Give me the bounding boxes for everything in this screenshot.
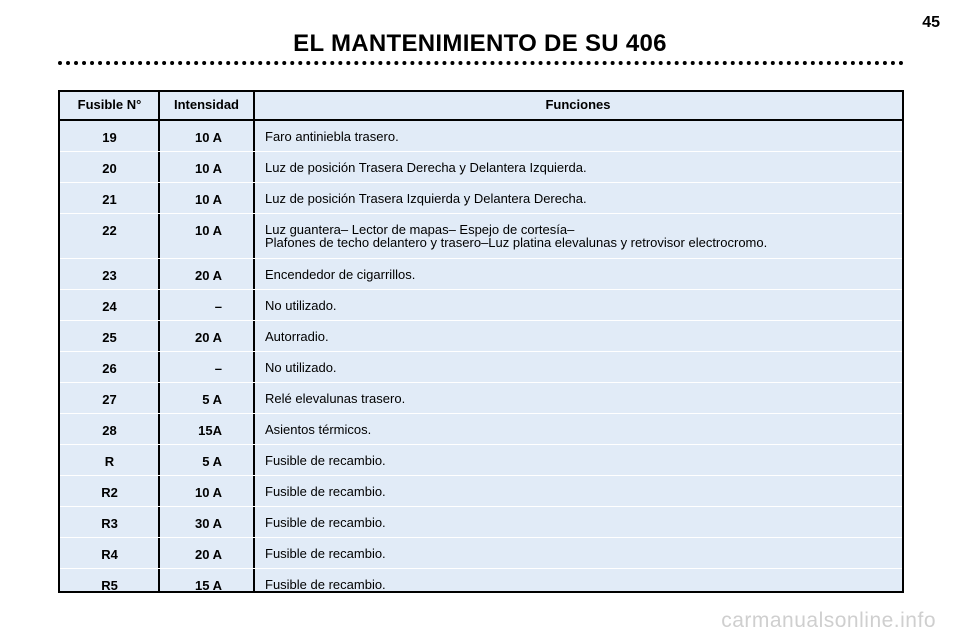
fuse-functions bbox=[265, 268, 894, 281]
fuse-amperage: 5 A bbox=[202, 454, 222, 469]
table-row bbox=[60, 121, 902, 152]
table-row bbox=[60, 476, 902, 507]
table-row bbox=[60, 507, 902, 538]
table-row bbox=[60, 290, 902, 321]
function-line: No utilizado. bbox=[265, 360, 337, 375]
fuse-amperage: 20 A bbox=[195, 547, 222, 562]
table-row bbox=[60, 569, 902, 599]
header-fuse-number: Fusible N° bbox=[77, 97, 142, 112]
function-line: Fusible de recambio. bbox=[265, 515, 386, 530]
function-line: Plafones de techo delantero y trasero–Luz platina elevalunas y retrovisor electrocromo. bbox=[265, 235, 768, 250]
fuse-amperage: 15 A bbox=[195, 578, 222, 593]
function-line: Encendedor de cigarrillos. bbox=[265, 267, 416, 282]
header-amperage: Intensidad bbox=[173, 97, 239, 112]
table-row bbox=[60, 214, 902, 259]
table-row bbox=[60, 321, 902, 352]
fuse-number: 23 bbox=[102, 268, 117, 283]
table-row bbox=[60, 383, 902, 414]
fuse-number: 24 bbox=[102, 299, 117, 314]
function-line: Fusible de recambio. bbox=[265, 453, 386, 468]
fuse-number: 20 bbox=[102, 161, 117, 176]
table-header bbox=[60, 92, 902, 121]
fuse-functions bbox=[265, 578, 894, 591]
fuse-amperage: 10 A bbox=[195, 161, 222, 176]
function-line: Fusible de recambio. bbox=[265, 577, 386, 592]
function-line: Luz de posición Trasera Derecha y Delantera Izquierda. bbox=[265, 160, 587, 175]
function-line: Asientos térmicos. bbox=[265, 422, 372, 437]
fuse-amperage: – bbox=[214, 299, 222, 314]
function-line: No utilizado. bbox=[265, 298, 337, 313]
header-functions: Funciones bbox=[545, 97, 611, 112]
fuse-functions bbox=[265, 192, 894, 205]
fuse-number: 19 bbox=[102, 130, 117, 145]
fuse-functions bbox=[265, 547, 894, 560]
watermark: carmanualsonline.info bbox=[721, 609, 936, 632]
fuse-functions bbox=[265, 330, 894, 343]
fuse-number: 22 bbox=[102, 223, 117, 238]
fuse-amperage: 15A bbox=[198, 423, 222, 438]
function-line: Fusible de recambio. bbox=[265, 546, 386, 561]
function-line: Luz de posición Trasera Izquierda y Delantera Derecha. bbox=[265, 191, 587, 206]
table-row bbox=[60, 259, 902, 290]
fuse-number: R bbox=[104, 454, 115, 469]
fuse-functions bbox=[265, 299, 894, 312]
fuse-functions bbox=[265, 130, 894, 143]
function-line: Faro antiniebla trasero. bbox=[265, 129, 399, 144]
table-row bbox=[60, 414, 902, 445]
fuse-functions bbox=[265, 516, 894, 529]
fuse-functions bbox=[265, 485, 894, 498]
fuse-number: R2 bbox=[101, 485, 118, 500]
fuse-functions bbox=[265, 161, 894, 174]
fuse-functions bbox=[265, 223, 894, 249]
table-row bbox=[60, 152, 902, 183]
fuse-functions bbox=[265, 361, 894, 374]
table-row bbox=[60, 183, 902, 214]
fuse-amperage: – bbox=[214, 361, 222, 376]
fuse-number: R4 bbox=[101, 547, 118, 562]
function-line: Relé elevalunas trasero. bbox=[265, 391, 406, 406]
title-divider bbox=[58, 61, 904, 65]
fuse-functions bbox=[265, 392, 894, 405]
fuse-amperage: 10 A bbox=[195, 130, 222, 145]
function-line: Fusible de recambio. bbox=[265, 484, 386, 499]
function-line: Autorradio. bbox=[265, 329, 329, 344]
fuse-table bbox=[58, 90, 904, 593]
fuse-number: R5 bbox=[101, 578, 118, 593]
function-line: Luz guantera– Lector de mapas– Espejo de cortesía– bbox=[265, 222, 575, 237]
page-number: 45 bbox=[922, 14, 940, 31]
fuse-amperage: 30 A bbox=[195, 516, 222, 531]
fuse-functions bbox=[265, 423, 894, 436]
table-row bbox=[60, 445, 902, 476]
fuse-number: R3 bbox=[101, 516, 118, 531]
fuse-functions bbox=[265, 454, 894, 467]
table-row bbox=[60, 352, 902, 383]
fuse-number: 25 bbox=[102, 330, 117, 345]
table-body bbox=[60, 121, 902, 599]
fuse-number: 21 bbox=[102, 192, 117, 207]
table-row bbox=[60, 538, 902, 569]
fuse-number: 28 bbox=[102, 423, 117, 438]
fuse-amperage: 10 A bbox=[195, 223, 222, 238]
fuse-amperage: 10 A bbox=[195, 485, 222, 500]
fuse-amperage: 10 A bbox=[195, 192, 222, 207]
fuse-number: 26 bbox=[102, 361, 117, 376]
fuse-amperage: 5 A bbox=[202, 392, 222, 407]
fuse-amperage: 20 A bbox=[195, 268, 222, 283]
page-title: EL MANTENIMIENTO DE SU 406 bbox=[293, 30, 667, 57]
fuse-amperage: 20 A bbox=[195, 330, 222, 345]
fuse-number: 27 bbox=[102, 392, 117, 407]
